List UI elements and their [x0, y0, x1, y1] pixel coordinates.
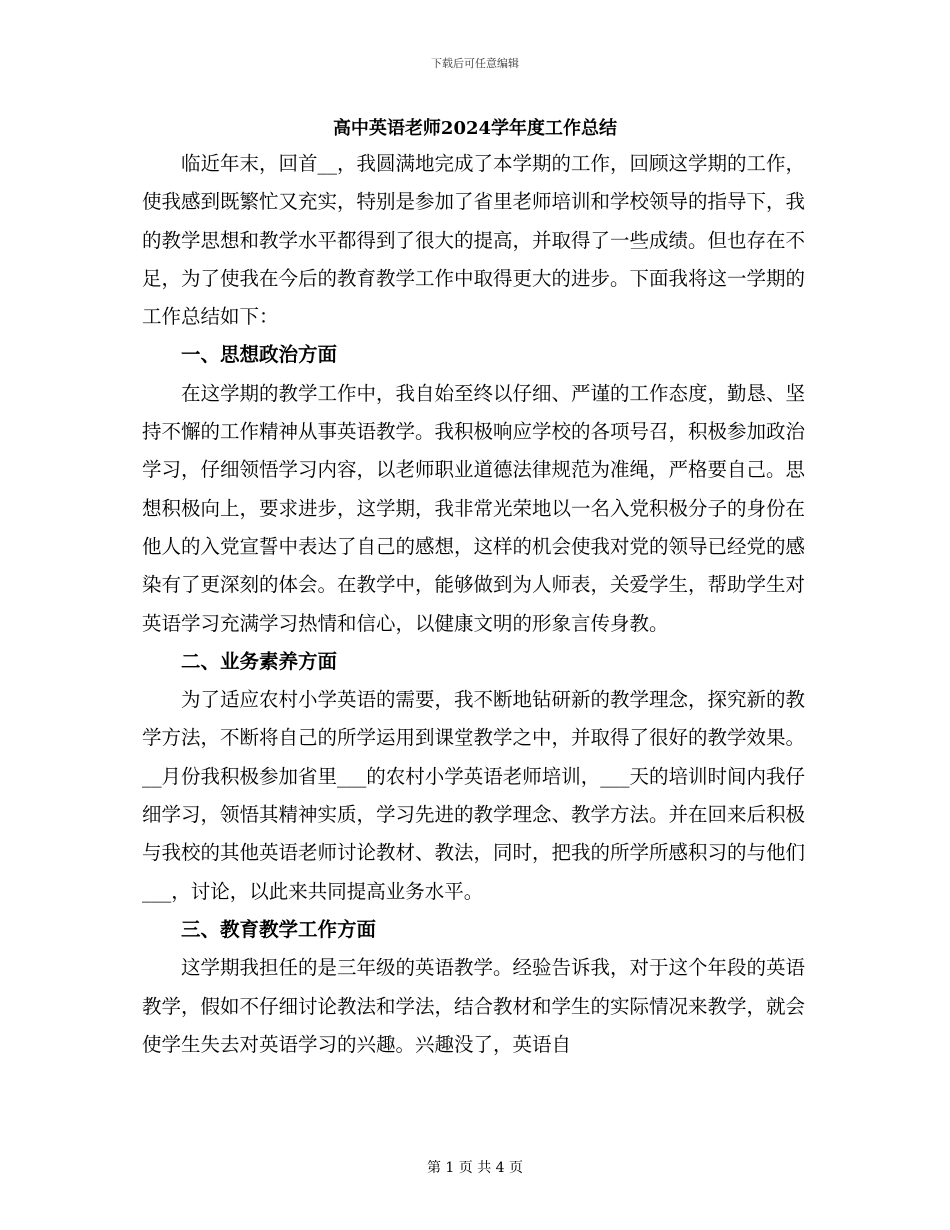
header-note: 下载后可任意编辑 — [431, 57, 519, 70]
section-heading-teaching: 三、教育教学工作方面 — [181, 917, 377, 941]
page-footer: 第 1 页 共 4 页 — [426, 1160, 524, 1176]
section-body-professional: 为了适应农村小学英语的需要，我不断地钻研新的教学理念，探究新的教学方法，不断将自己的所学运用到课堂教学之中，并取得了很好的教学效果。__月份我积极参加省里___的农村小学英语老师培训，___天的培训时间内我仔细学习，领悟其精神实质，学习先进的教学理念、教学方法。并在回来后积极与我校的其他英语老师讨论教材、教法，同时，把我的所学所感积习的与他们___，讨论，以此来共同提高业务水平。 — [142, 688, 806, 903]
section-heading-politics: 一、思想政治方面 — [181, 343, 338, 367]
document-body — [142, 145, 812, 1064]
document-title: 高中英语老师2024学年度工作总结 — [332, 118, 618, 139]
section-heading-professional: 二、业务素养方面 — [181, 649, 338, 673]
section-body-politics: 在这学期的教学工作中，我自始至终以仔细、严谨的工作态度，勤恳、坚持不懈的工作精神从事英语教学。我积极响应学校的各项号召，积极参加政治学习，仔细领悟学习内容，以老师职业道德法律规范为准绳，严格要自己。思想积极向上，要求进步，这学期，我非常光荣地以一名入党积极分子的身份在他人的入党宣誓中表达了自己的感想，这样的机会使我对党的领导已经党的感染有了更深刻的体会。在教学中，能够做到为人师表，关爱学生，帮助学生对英语学习充满学习热情和信心，以健康文明的形象言传身教。 — [142, 381, 806, 635]
section-body-teaching: 这学期我担任的是三年级的英语教学。经验告诉我，对于这个年段的英语教学，假如不仔细讨论教法和学法，结合教材和学生的实际情况来教学，就会使学生失去对英语学习的兴趣。兴趣没了，英语自 — [142, 956, 806, 1056]
intro-paragraph: 临近年末，回首__，我圆满地完成了本学期的工作，回顾这学期的工作，使我感到既繁忙又充实，特别是参加了省里老师培训和学校领导的指导下，我的教学思想和教学水平都得到了很大的提高，并取得了一些成绩。但也存在不足，为了使我在今后的教育教学工作中取得更大的进步。下面我将这一学期的工作总结如下： — [142, 152, 806, 329]
